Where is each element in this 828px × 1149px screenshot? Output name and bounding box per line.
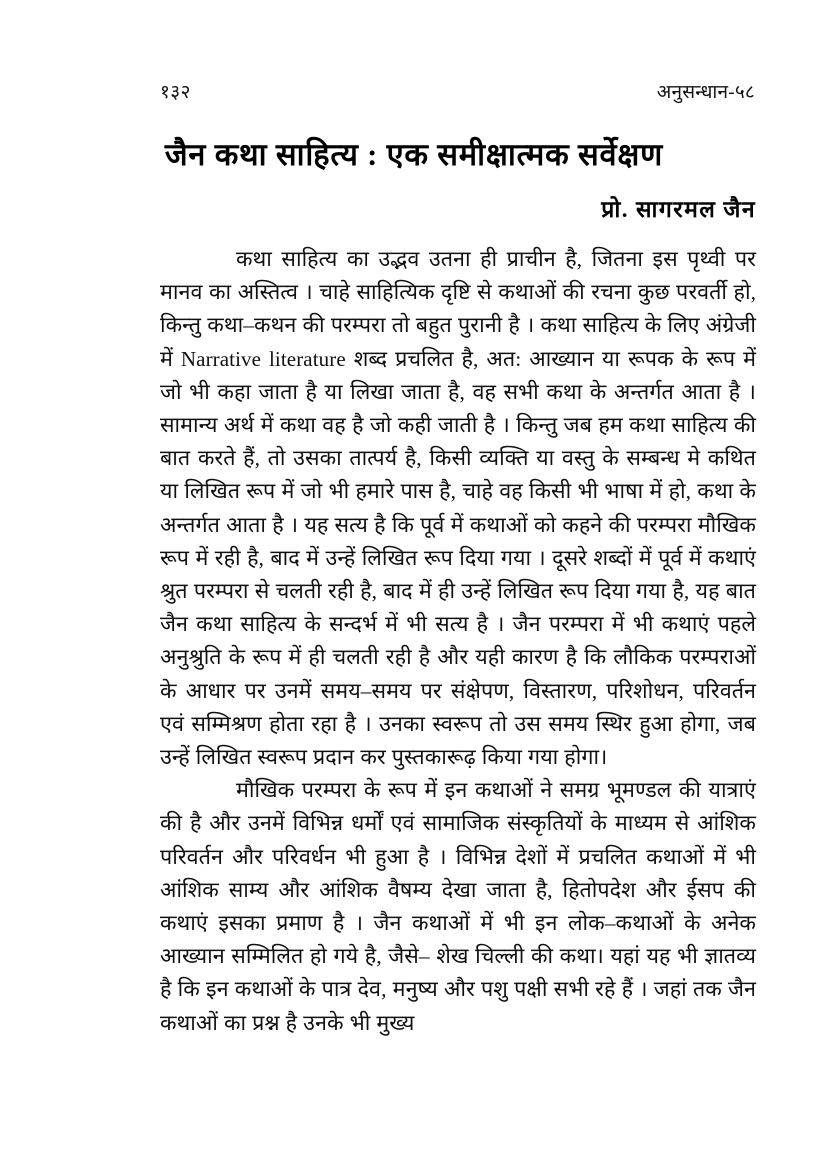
text-run: शब्द प्रचलित है, अत: आख्यान या रूपक के रूप में जो भी कहा जाता है या लिखा जाता है, वह सभी कथा के अन्तर्गत आता है । सामान्य अर्थ में कथा वह है जो कही जाती है । किन्तु जब हम कथा साहित्य की बात करते हैं, तो उसका तात्पर्य है, किसी व्यक्ति या वस्तु के सम्बन्ध मे कथित या लिखित रूप में जो भी हमारे पास है, चाहे वह किसी भी भाषा में हो, कथा के अन्तर्गत आता है । यह सत्य है कि पूर्व में कथाओं को कहने की परम्परा मौखिक रूप में रही है, बाद में उन्हें लिखित रूप दिया गया । दूसरे शब्दों में पूर्व में कथाएं श्रुत परम्परा से चलती रही है, बाद में ही उन्हें लिखित रूप दिया गया है, यह बात जैन कथा साहित्य के सन्दर्भ में भी सत्य है । जैन परम्परा में भी कथाएं पहले अनुश्रुति के रूप में ही चलती रही है और यही कारण है कि लौकिक परम्पराओं के आधार पर उनमें समय–समय पर संक्षेपण, विस्तारण, परिशोधन, परिवर्तन एवं सम्मिश्रण होता रहा है । उनका स्वरूप तो उस समय स्थिर हुआ होगा, जब उन्हें लिखित स्वरूप प्रदान कर पुस्तकारूढ़ किया गया होगा। bbox=[160, 346, 757, 770]
paragraph bbox=[160, 243, 756, 774]
journal-running-title: अनुसन्धान-५८ bbox=[656, 82, 755, 103]
text-run: कथा साहित्य का उद्भव उतना ही प्राचीन है, जितना इस पृथ्वी पर मानव का अस्तित्व । चाहे साहित्यिक दृष्टि से कथाओं की रचना कुछ परवर्ती हो, किन्तु कथा–कथन की परम्परा तो बहुत पुरानी है । कथा साहित्य के लिए अंग्रेजी में bbox=[160, 247, 756, 371]
author-byline: प्रो. सागरमल जैन bbox=[601, 197, 756, 222]
article-title: जैन कथा साहित्य : एक समीक्षात्मक सर्वेक्षण bbox=[164, 137, 664, 172]
page-number: १३२ bbox=[160, 82, 191, 103]
latin-term: Narrative literature bbox=[180, 346, 346, 371]
text-run: मौखिक परम्परा के रूप में इन कथाओं ने समग्र भूमण्डल की यात्राएं की है और उनमें विभिन्न धर्मों एवं सामाजिक संस्कृतियों के माध्यम से आंशिक परिवर्तन और परिवर्धन भी हुआ है । विभिन्न देशों में प्रचलित कथाओं में भी आंशिक साम्य और आंशिक वैषम्य देखा जाता है, हितोपदेश और ईसप की कथाएं इसका प्रमाण है । जैन कथाओं में भी इन लोक–कथाओं के अनेक आख्यान सम्मिलित हो गये है, जैसे– शेख चिल्ली की कथा। यहां यह भी ज्ञातव्य है कि इन कथाओं के पात्र देव, मनुष्य और पशु पक्षी सभी रहे हैं । जहां तक जैन कथाओं का प्रश्न है उनके भी मुख्य bbox=[160, 778, 756, 1035]
running-header bbox=[160, 78, 755, 108]
body-text bbox=[160, 243, 756, 1040]
paragraph bbox=[160, 774, 756, 1040]
